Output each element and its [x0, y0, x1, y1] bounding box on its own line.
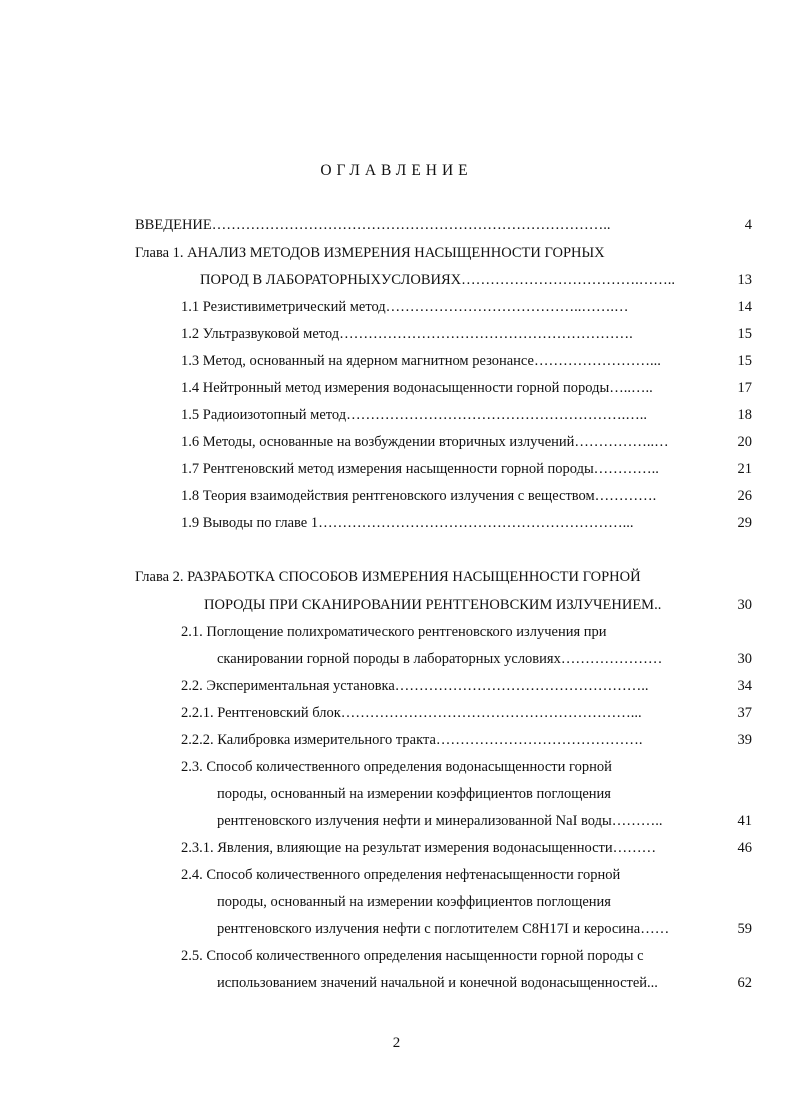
- toc-page: 37: [737, 705, 752, 721]
- toc-entry: 2.5. Способ количественного определения насыщенности горной породы с: [181, 948, 644, 964]
- toc-page: 4: [744, 217, 752, 233]
- toc-page: 14: [737, 299, 752, 315]
- toc-entry: 1.9 Выводы по главе 1………………………………………………………...: [181, 515, 634, 531]
- toc-page: 39: [737, 732, 752, 748]
- toc-entry: 2.2. Экспериментальная установка……………………………………………..: [181, 678, 649, 694]
- toc-page: 41: [737, 813, 752, 829]
- toc-entry: 1.8 Теория взаимодействия рентгеновского излучения с веществом………….: [181, 488, 657, 504]
- page-number: 2: [392, 1035, 401, 1051]
- toc-page: 13: [737, 272, 752, 288]
- toc-entry: 2.4. Способ количественного определения нефтенасыщенности горной: [181, 867, 621, 883]
- toc-entry: 1.7 Рентгеновский метод измерения насыщенности горной породы…………..: [181, 461, 659, 477]
- page-title: ОГЛАВЛЕНИЕ: [320, 162, 473, 179]
- toc-page: 15: [737, 326, 752, 342]
- toc-page: 17: [737, 380, 752, 396]
- toc-page: 21: [737, 461, 752, 477]
- toc-entry-cont: использованием значений начальной и конечной водонасыщенностей...: [217, 975, 658, 991]
- toc-entry: 1.3 Метод, основанный на ядерном магнитном резонансе……………………...: [181, 353, 661, 369]
- toc-entry-cont: рентгеновского излучения нефти с поглотителем C8H17I и керосина……: [217, 921, 670, 937]
- toc-entry-chapter-1: Глава 1. АНАЛИЗ МЕТОДОВ ИЗМЕРЕНИЯ НАСЫЩЕННОСТИ ГОРНЫХ: [135, 245, 605, 261]
- toc-page: 30: [737, 597, 752, 613]
- toc-entry-cont: рентгеновского излучения нефти и минерализованной NaI воды………..: [217, 813, 663, 829]
- toc-entry-intro: ВВЕДЕНИЕ………………………………………………………………………..: [135, 217, 611, 233]
- toc-entry: 1.5 Радиоизотопный метод………………………………………………….…..: [181, 407, 647, 423]
- toc-page: 34: [737, 678, 752, 694]
- toc-entry: 2.3.1. Явления, влияющие на результат измерения водонасыщенности………: [181, 840, 657, 856]
- toc-entry: 2.2.1. Рентгеновский блок……………………………………………………...: [181, 705, 642, 721]
- toc-entry: 1.2 Ультразвуковой метод…………………………………………………….: [181, 326, 633, 342]
- toc-page: 18: [737, 407, 752, 423]
- toc-entry-cont: породы, основанный на измерении коэффициентов поглощения: [217, 894, 611, 910]
- toc-entry: 1.6 Методы, основанные на возбуждении вторичных излучений……………..…: [181, 434, 669, 450]
- toc-entry-cont: породы, основанный на измерении коэффициентов поглощения: [217, 786, 611, 802]
- toc-entry: 1.1 Резистивиметрический метод…………………………………..…….…: [181, 299, 629, 315]
- toc-page: 26: [737, 488, 752, 504]
- toc-page: 46: [737, 840, 752, 856]
- toc-entry: 2.3. Способ количественного определения водонасыщенности горной: [181, 759, 612, 775]
- toc-page: 59: [737, 921, 752, 937]
- toc-entry-chapter-2-cont: ПОРОДЫ ПРИ СКАНИРОВАНИИ РЕНТГЕНОВСКИМ ИЗЛУЧЕНИЕМ..: [204, 597, 662, 613]
- toc-page: 29: [737, 515, 752, 531]
- toc-entry: 2.1. Поглощение полихроматического рентгеновского излучения при: [181, 624, 607, 640]
- toc-entry-cont: сканировании горной породы в лабораторных условиях…………………: [217, 651, 663, 667]
- toc-page: 62: [737, 975, 752, 991]
- toc-entry-chapter-2: Глава 2. РАЗРАБОТКА СПОСОБОВ ИЗМЕРЕНИЯ НАСЫЩЕННОСТИ ГОРНОЙ: [135, 569, 641, 585]
- toc-entry: 2.2.2. Калибровка измерительного тракта…………………………………….: [181, 732, 643, 748]
- toc-page: 15: [737, 353, 752, 369]
- toc-entry: 1.4 Нейтронный метод измерения водонасыщенности горной породы…..…..: [181, 380, 653, 396]
- toc-entry-chapter-1-cont: ПОРОД В ЛАБОРАТОРНЫХУСЛОВИЯХ……………………………….……..: [200, 272, 675, 288]
- toc-page: 20: [737, 434, 752, 450]
- toc-page: 30: [737, 651, 752, 667]
